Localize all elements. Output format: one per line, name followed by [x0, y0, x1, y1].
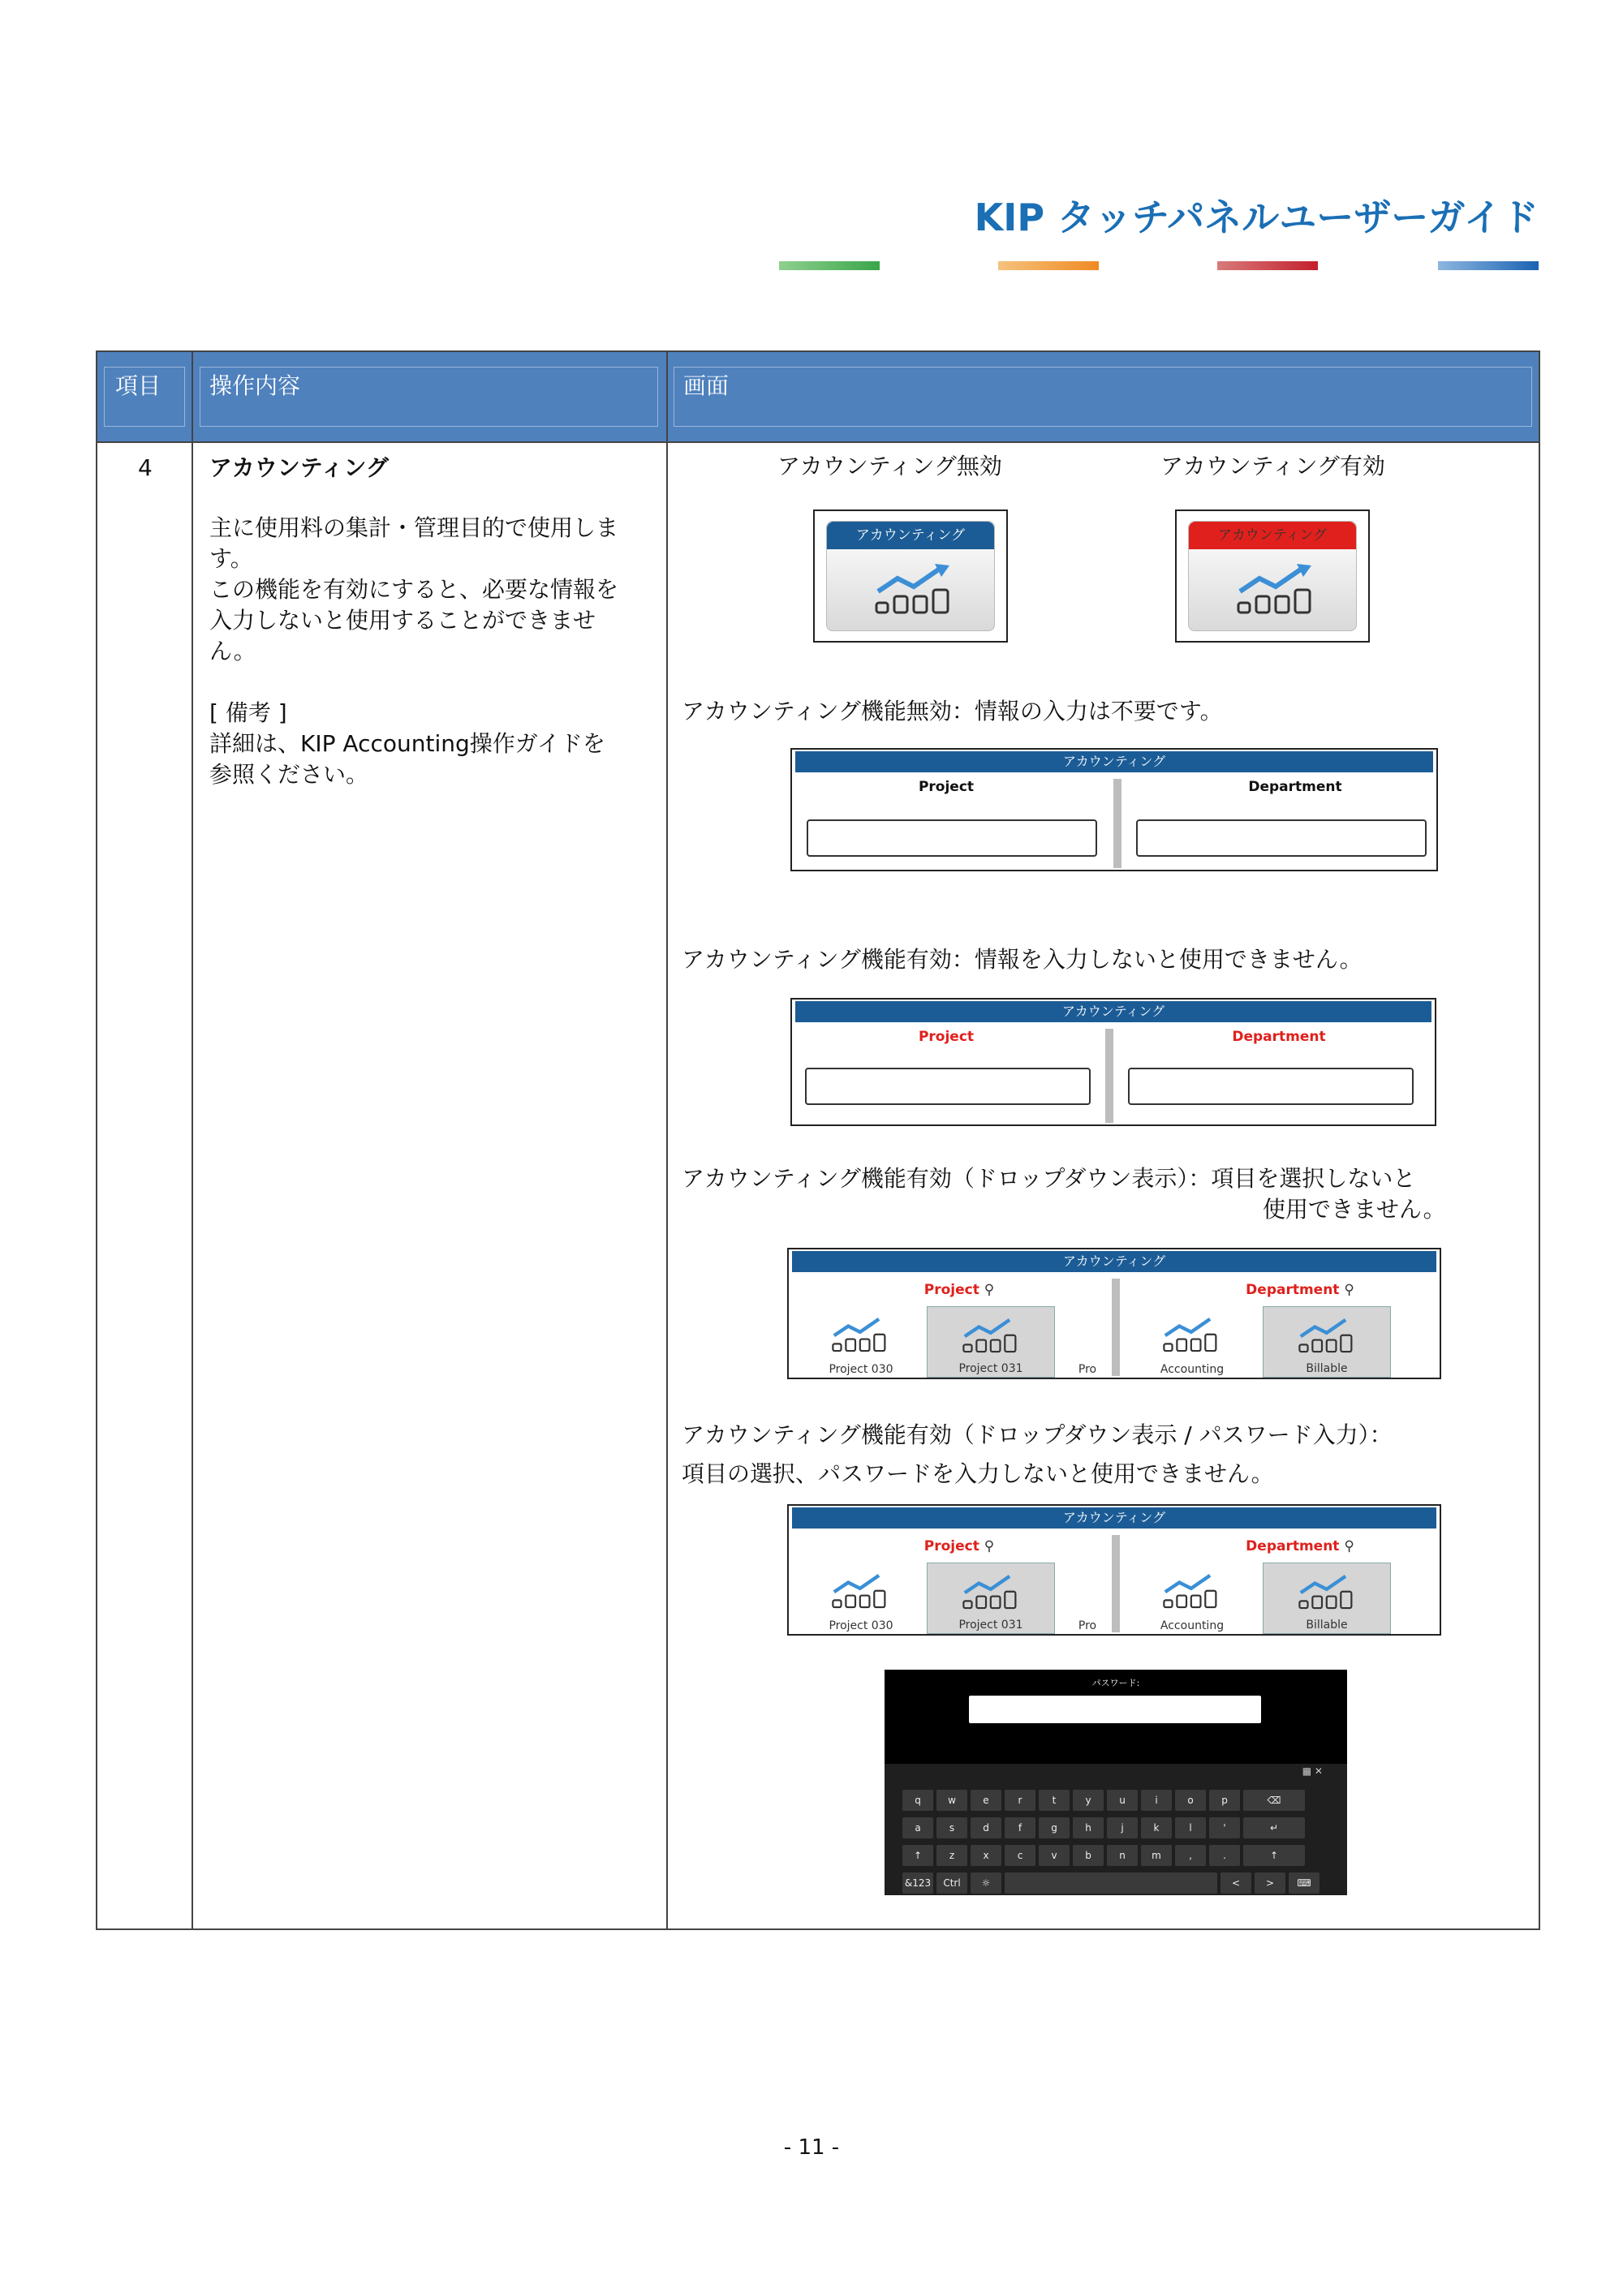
guide-title: KIP タッチパネルユーザーガイド	[974, 196, 1539, 239]
keyboard-key[interactable]: w	[936, 1790, 967, 1811]
col-screen: 画面	[683, 372, 730, 399]
keyboard-key[interactable]: s	[936, 1817, 967, 1838]
decor-bar-blue	[1438, 261, 1539, 270]
keyboard-key[interactable]: h	[1073, 1817, 1104, 1838]
department-dropdown-label[interactable]: Department ⚲	[1246, 1282, 1354, 1298]
keyboard-key[interactable]: >	[1255, 1872, 1285, 1894]
keyboard-key[interactable]: q	[902, 1790, 933, 1811]
col-operation: 操作内容	[209, 372, 301, 399]
keyboard-key[interactable]: z	[936, 1845, 967, 1866]
row-desc-1: 主に使用料の集計・管理目的で使用しま	[209, 514, 619, 541]
chart-icon	[829, 1566, 894, 1615]
on-screen-keyboard	[885, 1764, 1347, 1895]
decor-bar-red	[1217, 261, 1318, 270]
department-input[interactable]	[1136, 819, 1427, 857]
keyboard-key[interactable]: t	[1039, 1790, 1070, 1811]
keyboard-key[interactable]: u	[1107, 1790, 1138, 1811]
chart-icon	[960, 1310, 1025, 1359]
keyboard-key[interactable]: f	[1005, 1817, 1035, 1838]
keyboard-key[interactable]: i	[1141, 1790, 1172, 1811]
keyboard-key[interactable]: j	[1107, 1817, 1138, 1838]
chart-icon	[1160, 1566, 1225, 1615]
chart-icon	[829, 1309, 894, 1358]
panel-header: アカウンティング	[792, 1251, 1436, 1272]
keyboard-key[interactable]: .	[1209, 1845, 1240, 1866]
chart-icon	[1296, 1567, 1361, 1615]
tile-project-031[interactable]: Project 031	[927, 1563, 1055, 1634]
tile-accounting[interactable]: Accounting	[1128, 1563, 1256, 1634]
keyboard-key[interactable]: ⌫	[1243, 1790, 1305, 1811]
chart-icon	[960, 1567, 1025, 1615]
search-icon: ⚲	[1344, 1538, 1354, 1554]
table-header	[97, 352, 1539, 443]
caption-dropdown-1: アカウンティング機能有効（ドロップダウン表示）：項目を選択しないと	[682, 1165, 1416, 1192]
search-icon: ⚲	[984, 1282, 995, 1298]
password-label: パスワード:	[1091, 1678, 1140, 1688]
col-item: 項目	[115, 372, 161, 399]
panel-header: アカウンティング	[795, 751, 1433, 772]
password-input[interactable]	[969, 1696, 1261, 1723]
keyboard-key[interactable]: e	[971, 1790, 1001, 1811]
keyboard-key[interactable]: k	[1141, 1817, 1172, 1838]
keyboard-key[interactable]: &123	[902, 1872, 933, 1894]
keyboard-close-icon[interactable]: ▦ ✕	[1302, 1765, 1323, 1777]
label-disabled: アカウンティング無効	[777, 453, 1002, 479]
decor-bar-green	[779, 261, 880, 270]
project-dropdown-label[interactable]: Project ⚲	[923, 1282, 995, 1298]
keyboard-key[interactable]: g	[1039, 1817, 1070, 1838]
tile-project-030[interactable]: Project 030	[797, 1563, 925, 1634]
chart-icon	[1233, 561, 1323, 617]
keyboard-key[interactable]: b	[1073, 1845, 1104, 1866]
tile-project-partial[interactable]: Pro	[1078, 1619, 1097, 1632]
keyboard-key[interactable]: c	[1005, 1845, 1035, 1866]
note-line-1: 詳細は、KIP Accounting操作ガイドを	[209, 730, 605, 757]
page-number: - 11 -	[783, 2135, 840, 2160]
tile-billable[interactable]: Billable	[1263, 1563, 1391, 1634]
department-label: Department	[1248, 779, 1342, 795]
panel-header: アカウンティング	[792, 1507, 1436, 1529]
chart-icon	[872, 561, 961, 617]
password-keyboard-screen	[885, 1670, 1347, 1895]
keyboard-key[interactable]: '	[1209, 1817, 1240, 1838]
search-icon: ⚲	[1344, 1282, 1354, 1298]
keyboard-key[interactable]: y	[1073, 1790, 1104, 1811]
department-dropdown-label[interactable]: Department ⚲	[1246, 1538, 1354, 1554]
caption-password-1: アカウンティング機能有効（ドロップダウン表示 / パスワード入力）：	[682, 1421, 1393, 1448]
row-desc-2: す。	[209, 545, 253, 572]
keyboard-key[interactable]: p	[1209, 1790, 1240, 1811]
tile-project-031[interactable]: Project 031	[927, 1306, 1055, 1378]
accounting-dropdown-panel	[787, 1248, 1441, 1379]
keyboard-key[interactable]: o	[1175, 1790, 1206, 1811]
chart-icon	[1296, 1310, 1361, 1359]
panel-header: アカウンティング	[795, 1001, 1431, 1022]
keyboard-key[interactable]: a	[902, 1817, 933, 1838]
caption-disabled: アカウンティング機能無効：情報の入力は不要です。	[682, 698, 1223, 724]
caption-password-2: 項目の選択、パスワードを入力しないと使用できません。	[682, 1460, 1274, 1487]
caption-dropdown-2: 使用できません。	[1263, 1196, 1446, 1223]
keyboard-key[interactable]: l	[1175, 1817, 1206, 1838]
row-number: 4	[138, 454, 153, 481]
keyboard-key[interactable]: r	[1005, 1790, 1035, 1811]
project-input[interactable]	[805, 1068, 1091, 1105]
tile-billable[interactable]: Billable	[1263, 1306, 1391, 1378]
tile-accounting[interactable]: Accounting	[1128, 1306, 1256, 1378]
keyboard-key[interactable]: ↑	[902, 1845, 933, 1866]
accounting-panel-enabled	[790, 998, 1436, 1126]
project-dropdown-label[interactable]: Project ⚲	[923, 1538, 995, 1554]
tile-project-partial[interactable]: Pro	[1078, 1363, 1097, 1376]
search-icon: ⚲	[984, 1538, 995, 1554]
label-enabled: アカウンティング有効	[1160, 453, 1385, 479]
department-input[interactable]	[1128, 1068, 1414, 1105]
decor-bar-orange	[998, 261, 1099, 270]
keyboard-key[interactable]: x	[971, 1845, 1001, 1866]
accounting-panel-disabled	[790, 748, 1438, 871]
keyboard-key[interactable]: Ctrl	[936, 1872, 967, 1894]
project-label: Project	[918, 779, 975, 795]
row-desc-4: 入力しないと使用することができませ	[209, 607, 596, 634]
keyboard-key[interactable]: m	[1141, 1845, 1172, 1866]
keyboard-key[interactable]: <	[1220, 1872, 1251, 1894]
department-label-required: Department	[1232, 1029, 1326, 1045]
tile-project-030[interactable]: Project 030	[797, 1306, 925, 1378]
accounting-tab-red: アカウンティング	[1189, 522, 1356, 549]
project-label-required: Project	[918, 1029, 975, 1045]
accounting-disabled-button[interactable]	[813, 510, 1008, 643]
chart-icon	[1160, 1309, 1225, 1358]
row-desc-3: この機能を有効にすると、必要な情報を	[209, 576, 619, 603]
accounting-tab: アカウンティング	[827, 522, 994, 549]
note-line-2: 参照ください。	[209, 761, 369, 788]
keyboard-key[interactable]: ↑	[1243, 1845, 1305, 1866]
accounting-dropdown-panel-password	[787, 1504, 1441, 1636]
keyboard-key[interactable]: ↵	[1243, 1817, 1305, 1838]
keyboard-key[interactable]: ,	[1175, 1845, 1206, 1866]
keyboard-key[interactable]	[1005, 1872, 1217, 1894]
note-heading: [ 備考 ]	[209, 699, 287, 726]
keyboard-key[interactable]: v	[1039, 1845, 1070, 1866]
row-heading: アカウンティング	[209, 454, 389, 481]
accounting-enabled-button[interactable]	[1175, 510, 1370, 643]
caption-enabled: アカウンティング機能有効：情報を入力しないと使用できません。	[682, 946, 1363, 973]
keyboard-key[interactable]: ☼	[971, 1872, 1001, 1894]
project-input[interactable]	[807, 819, 1097, 857]
row-desc-5: ん。	[209, 638, 256, 664]
keyboard-key[interactable]: d	[971, 1817, 1001, 1838]
keyboard-key[interactable]: n	[1107, 1845, 1138, 1866]
keyboard-key[interactable]: ⌨	[1289, 1872, 1319, 1894]
